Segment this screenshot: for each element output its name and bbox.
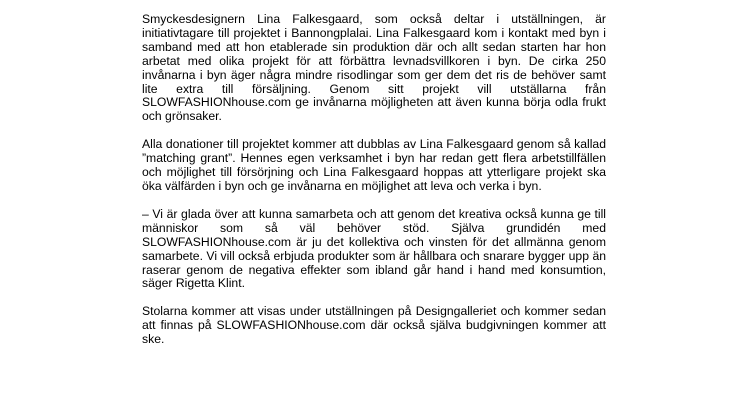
paragraph-exhibition: Stolarna kommer att visas under utställningen på Designgalleriet och kommer sedan att finnas på SLOWFASHIONhouse.com där också själva budgivningen kommer att ske. xyxy=(142,304,606,347)
paragraph-donations: Alla donationer till projektet kommer att dubblas av Lina Falkesgaard genom så kallad ”matching grant”. Hennes egen verksamhet i byn har redan gett flera arbetstillfällen och möjlighet till försörjning och Lina Falkesgaard hoppas att ytterligare projekt ska öka välfärden i byn och ge invånarna en möjlighet att leva och verka i byn. xyxy=(142,137,606,193)
document-body xyxy=(142,13,606,361)
paragraph-project-background: Smyckesdesignern Lina Falkesgaard, som också deltar i utställningen, är initiativtagare till projektet i Bannongplalai. Lina Falkesgaard kom i kontakt med byn i samband med att hon etablerade sin produktion där och allt sedan starten har hon arbetat med olika projekt för att förbättra levnadsvillkoren i byn. De cirka 250 invånarna i byn äger några mindre risodlingar som ger dem det ris de behöver samt lite extra till försäljning. Genom sitt projekt vill utställarna från SLOWFASHIONhouse.com ge invånarna möjligheten att även kunna börja odla frukt och grönsaker. xyxy=(142,12,606,124)
paragraph-quote: – Vi är glada över att kunna samarbeta och att genom det kreativa också kunna ge till människor som så väl behöver stöd. Själva grundidén med SLOWFASHIONhouse.com är ju det kollektiva och vinsten för det allmänna genom samarbete. Vi vill också erbjuda produkter som är hållbara och snarare bygger upp än raserar genom de negativa effekter som ibland går hand i hand med konsumtion, säger Rigetta Klint. xyxy=(142,206,606,291)
